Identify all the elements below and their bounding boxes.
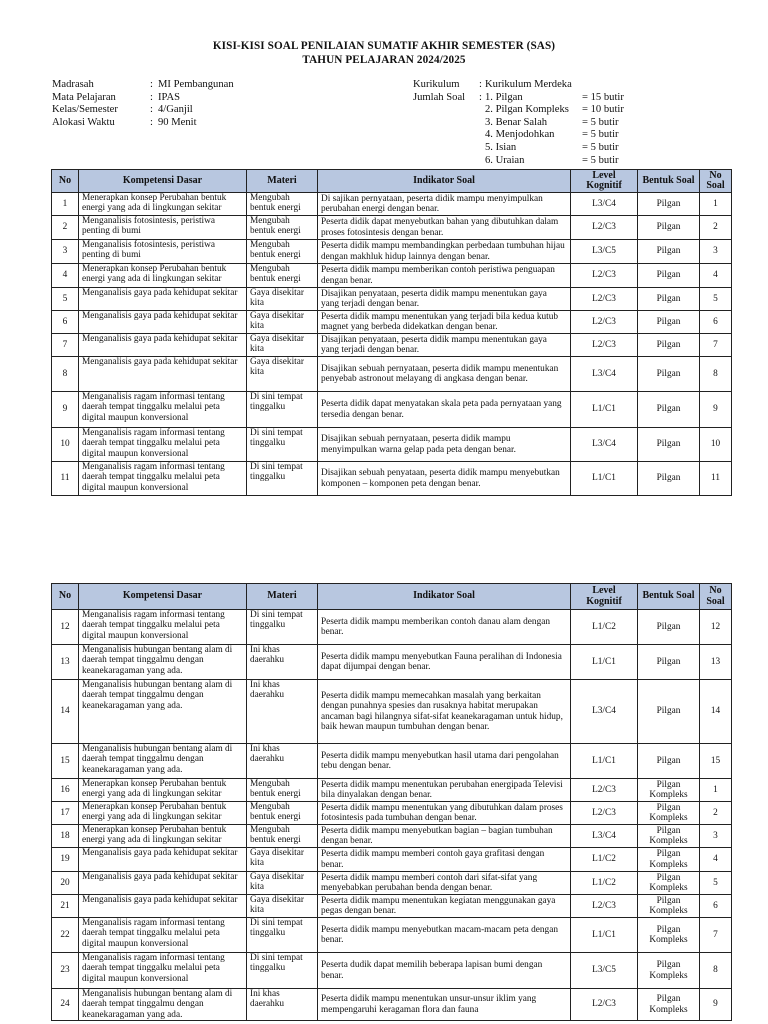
material-cell: Mengubah bentuk energi [247,779,318,802]
question-number-cell: 6 [700,895,732,918]
table-row [52,744,732,779]
question-type-count: = 5 butir [582,154,619,166]
question-number-cell: 7 [700,334,732,357]
question-form-cell: Pilgan [638,744,700,779]
indicator-cell: Peserta didik mampu memberi contoh gaya grafitasi dengan benar. [318,848,571,872]
question-form-cell: Pilgan [638,428,700,462]
material-cell: Ini khas daerahku [247,989,318,1021]
question-form-cell: Pilgan Kompleks [638,918,700,953]
row-number: 23 [52,953,79,989]
competency-cell: Menganalisis hubungan bentang alam di daerah tempat tinggalmu dengan keanekaragaman yang ada. [79,680,247,744]
header-indicator: Indikator Soal [318,170,571,193]
question-number-cell: 3 [700,825,732,848]
row-number: 5 [52,288,79,311]
indicator-cell: Peserta didik mampu menentukan perubahan energipada Televisi bila dinyalakan dengan benar. [318,779,571,802]
curriculum-value: Kurikulum Merdeka [485,79,572,90]
competency-cell: Menganalisis gaya pada kehidupat sekitar [79,872,247,895]
cognitive-level-cell: L3/C4 [571,428,638,462]
question-number-cell: 2 [700,802,732,825]
question-form-cell: Pilgan Kompleks [638,895,700,918]
question-number-cell: 5 [700,872,732,895]
competency-cell: Menganalisis gaya pada kehidupat sekitar [79,848,247,872]
cognitive-level-cell: L3/C5 [571,953,638,989]
table-row [52,428,732,462]
competency-cell: Menganalisis fotosintesis, peristiwa penting di bumi [79,216,247,240]
question-form-cell: Pilgan [638,216,700,240]
question-number-cell: 7 [700,918,732,953]
indicator-cell: Disajikan penyataan, peserta didik mampu menentukan gaya yang terjadi dengan benar. [318,334,571,357]
question-form-cell: Pilgan Kompleks [638,989,700,1021]
cognitive-level-cell: L2/C3 [571,264,638,288]
question-form-cell: Pilgan [638,240,700,264]
question-form-cell: Pilgan Kompleks [638,848,700,872]
blueprint-table-2 [51,583,732,1021]
competency-cell: Menerapkan konsep Perubahan bentuk energi yang ada di lingkungan sekitar [79,193,247,216]
row-number: 3 [52,240,79,264]
indicator-cell: Disajikan sebuah pernyataan, peserta didik mampu menentukan penyebab astronout melayang di angkasa dengan benar. [318,357,571,392]
header-indicator: Indikator Soal [318,584,571,610]
competency-cell: Menganalisis ragam informasi tentang daerah tempat tinggalku melalui peta digital maupun konversional [79,392,247,428]
cognitive-level-cell: L1/C1 [571,645,638,680]
table-row [52,193,732,216]
cognitive-level-cell: L2/C3 [571,989,638,1021]
row-number: 22 [52,918,79,953]
question-number-cell: 3 [700,240,732,264]
indicator-cell: Peserta didik mampu menyebutkan bagian – bagian tumbuhan dengan benar. [318,825,571,848]
header-material: Materi [247,170,318,193]
material-cell: Di sini tempat tinggalku [247,392,318,428]
indicator-cell: Peserta didik mampu menyebutkan hasil utama dari pengolahan tebu dengan benar. [318,744,571,779]
row-number: 1 [52,193,79,216]
cognitive-level-cell: L2/C3 [571,334,638,357]
row-number: 8 [52,357,79,392]
cognitive-level-cell: L3/C4 [571,193,638,216]
question-form-cell: Pilgan Kompleks [638,779,700,802]
subject-value: IPAS [158,91,180,103]
cognitive-level-cell: L2/C3 [571,895,638,918]
question-type: 6. Uraian [485,154,525,166]
question-form-cell: Pilgan Kompleks [638,953,700,989]
cognitive-level-cell: L2/C3 [571,288,638,311]
material-cell: Mengubah bentuk energi [247,216,318,240]
table-row [52,680,732,744]
question-type-count: = 5 butir [582,141,619,153]
material-cell: Gaya disekitar kita [247,288,318,311]
question-number-cell: 9 [700,989,732,1021]
question-form-cell: Pilgan [638,288,700,311]
row-number: 15 [52,744,79,779]
indicator-cell: Peserta didik mampu memecahkan masalah yang berkaitan dengan punahnya spesies dan rusaknya habitat merupakan ancaman bagi hilangnya sifat-sifat keanekaragaman untuk hidup, baik hewan maupun tumbuhan dengan benar. [318,680,571,744]
row-number: 19 [52,848,79,872]
table-row [52,462,732,496]
row-number: 20 [52,872,79,895]
question-type: 1. Pilgan [485,91,523,103]
cognitive-level-cell: L1/C1 [571,918,638,953]
material-cell: Di sini tempat tinggalku [247,610,318,645]
header-material: Materi [247,584,318,610]
question-number-cell: 5 [700,288,732,311]
row-number: 13 [52,645,79,680]
competency-cell: Menganalisis gaya pada kehidupat sekitar [79,334,247,357]
question-form-cell: Pilgan [638,680,700,744]
material-cell: Gaya disekitar kita [247,334,318,357]
header-question-number: No Soal [700,584,732,610]
row-number: 4 [52,264,79,288]
header-no: No [52,170,79,193]
competency-cell: Menganalisis gaya pada kehidupat sekitar [79,288,247,311]
header-cognitive-level: Level Kognitif [571,584,638,610]
indicator-cell: Peserta didik mampu memberikan contoh peristiwa penguapan dengan benar. [318,264,571,288]
question-number-cell: 4 [700,264,732,288]
indicator-cell: Peserta didik mampu menentukan kegiatan menggunakan gaya pegas dengan benar. [318,895,571,918]
question-form-cell: Pilgan Kompleks [638,825,700,848]
header-cognitive-level: Level Kognitif [571,170,638,193]
question-number-cell: 15 [700,744,732,779]
competency-cell: Menganalisis ragam informasi tentang daerah tempat tinggalku melalui peta digital maupun konversional [79,918,247,953]
row-number: 16 [52,779,79,802]
indicator-cell: Disajikan sebuah pernyataan, peserta didik mampu menyimpulkan warna gelap pada peta dengan benar. [318,428,571,462]
material-cell: Mengubah bentuk energi [247,264,318,288]
curriculum-block: Kurikulum : Kurikulum Merdeka Jumlah Soal : 1. Pilgan = 15 butir 2. Pilgan Kompleks = 10 butir 3. Benar Salah = 5 butir 4. Menjodohkan = 5 butir 5. Isian = 5 butir 6. Uraian = 5 butir [413,79,624,166]
indicator-cell: Peserta didik mampu membandingkan perbedaan tumbuhan hijau dengan makhluk hidup lainnya dengan benar. [318,240,571,264]
row-number: 10 [52,428,79,462]
cognitive-level-cell: L3/C4 [571,825,638,848]
question-form-cell: Pilgan [638,645,700,680]
row-number: 2 [52,216,79,240]
question-number-cell: 8 [700,953,732,989]
cognitive-level-cell: L2/C3 [571,802,638,825]
table-row [52,357,732,392]
question-number-cell: 6 [700,311,732,334]
subject-label: Mata Pelajaran [52,91,116,103]
material-cell: Gaya disekitar kita [247,357,318,392]
indicator-cell: Peserta didik mampu menentukan yang terjadi bila kedua kutub magnet yang berbeda didekatkan dengan benar. [318,311,571,334]
material-cell: Di sini tempat tinggalku [247,953,318,989]
competency-cell: Menganalisis ragam informasi tentang daerah tempat tinggalku melalui peta digital maupun konversional [79,953,247,989]
question-type-count: = 5 butir [582,129,619,141]
question-number-cell: 9 [700,392,732,428]
header-question-number: No Soal [700,170,732,193]
indicator-cell: Peserta didik mampu menyebutkan Fauna peralihan di Indonesia dapat dijumpai dengan benar. [318,645,571,680]
curriculum-label: Kurikulum [413,79,460,90]
question-form-cell: Pilgan [638,392,700,428]
competency-cell: Menganalisis ragam informasi tentang daerah tempat tinggalku melalui peta digital maupun konversional [79,462,247,496]
cognitive-level-cell: L1/C2 [571,872,638,895]
table-row [52,848,732,872]
competency-cell: Menganalisis hubungan bentang alam di daerah tempat tinggalmu dengan keanekaragaman yang ada. [79,744,247,779]
competency-cell: Menganalisis hubungan bentang alam di daerah tempat tinggalmu dengan keanekaragaman yang ada. [79,989,247,1021]
table-row [52,334,732,357]
class-semester-value: 4/Ganjil [158,104,193,116]
question-type: 3. Benar Salah [485,116,548,128]
question-count-label: Jumlah Soal [413,91,466,103]
question-type-count: = 15 butir [582,91,624,103]
cognitive-level-cell: L3/C5 [571,240,638,264]
table-row [52,918,732,953]
table-row [52,311,732,334]
competency-cell: Menganalisis ragam informasi tentang daerah tempat tinggalku melalui peta digital maupun konversional [79,610,247,645]
material-cell: Di sini tempat tinggalku [247,918,318,953]
competency-cell: Menganalisis hubungan bentang alam di daerah tempat tinggalmu dengan keanekaragaman yang ada. [79,645,247,680]
row-number: 17 [52,802,79,825]
row-number: 9 [52,392,79,428]
question-form-cell: Pilgan [638,357,700,392]
indicator-cell: Disajikan penyataan, peserta didik mampu menentukan gaya yang terjadi dengan benar. [318,288,571,311]
question-number-cell: 2 [700,216,732,240]
row-number: 11 [52,462,79,496]
question-form-cell: Pilgan [638,462,700,496]
question-number-cell: 1 [700,193,732,216]
question-number-cell: 8 [700,357,732,392]
row-number: 6 [52,311,79,334]
blueprint-table-1 [51,169,732,496]
material-cell: Di sini tempat tinggalku [247,462,318,496]
question-type: 5. Isian [485,141,517,153]
time-allocation-label: Alokasi Waktu [52,116,115,128]
indicator-cell: Peserta didik mampu menentukan yang dibutuhkan dalam proses fotosintesis pada tumbuhan dengan benar. [318,802,571,825]
question-number-cell: 10 [700,428,732,462]
material-cell: Ini khas daerahku [247,645,318,680]
indicator-cell: Di sajikan pernyataan, peserta didik mampu menyimpulkan perubahan energi dengan benar. [318,193,571,216]
material-cell: Ini khas daerahku [247,744,318,779]
madrasah-value: MI Pembangunan [158,79,234,90]
cognitive-level-cell: L3/C4 [571,357,638,392]
question-number-cell: 1 [700,779,732,802]
table-header-row [52,170,732,193]
question-form-cell: Pilgan [638,193,700,216]
cognitive-level-cell: L1/C1 [571,462,638,496]
indicator-cell: Peserta didik mampu menentukan unsur-unsur iklim yang mempengaruhi keragaman flora dan fauna [318,989,571,1021]
table-row [52,825,732,848]
material-cell: Mengubah bentuk energi [247,193,318,216]
table-row [52,240,732,264]
competency-cell: Menganalisis gaya pada kehidupat sekitar [79,895,247,918]
material-cell: Mengubah bentuk energi [247,802,318,825]
header-no: No [52,584,79,610]
table-row [52,392,732,428]
cognitive-level-cell: L1/C2 [571,610,638,645]
competency-cell: Menerapkan konsep Perubahan bentuk energi yang ada di lingkungan sekitar [79,264,247,288]
table-row [52,802,732,825]
competency-cell: Menganalisis gaya pada kehidupat sekitar [79,311,247,334]
competency-cell: Menganalisis fotosintesis, peristiwa penting di bumi [79,240,247,264]
question-type: 2. Pilgan Kompleks [485,104,569,116]
question-form-cell: Pilgan [638,334,700,357]
question-type: 4. Menjodohkan [485,129,555,141]
header-competency: Kompetensi Dasar [79,584,247,610]
cognitive-level-cell: L2/C3 [571,779,638,802]
material-cell: Gaya disekitar kita [247,872,318,895]
row-number: 12 [52,610,79,645]
material-cell: Mengubah bentuk energi [247,825,318,848]
material-cell: Di sini tempat tinggalku [247,428,318,462]
row-number: 24 [52,989,79,1021]
cognitive-level-cell: L3/C4 [571,680,638,744]
competency-cell: Menganalisis gaya pada kehidupat sekitar [79,357,247,392]
header-question-form: Bentuk Soal [638,170,700,193]
competency-cell: Menerapkan konsep Perubahan bentuk energi yang ada di lingkungan sekitar [79,802,247,825]
row-number: 7 [52,334,79,357]
table-row [52,953,732,989]
table-header-row [52,584,732,610]
question-number-cell: 4 [700,848,732,872]
material-cell: Gaya disekitar kita [247,311,318,334]
cognitive-level-cell: L1/C2 [571,848,638,872]
competency-cell: Menganalisis ragam informasi tentang daerah tempat tinggalku melalui peta digital maupun konversional [79,428,247,462]
table-row [52,779,732,802]
table-row [52,989,732,1021]
question-type-count: = 10 butir [582,104,624,116]
indicator-cell: Peserta didik mampu menyebutkan macam-macam peta dengan benar. [318,918,571,953]
material-cell: Gaya disekitar kita [247,848,318,872]
material-cell: Mengubah bentuk energi [247,240,318,264]
table-row [52,895,732,918]
material-cell: Ini khas daerahku [247,680,318,744]
indicator-cell: Peserta didik dapat menyebutkan bahan yang dibutuhkan dalam proses fotosintesis dengan benar. [318,216,571,240]
competency-cell: Menerapkan konsep Perubahan bentuk energi yang ada di lingkungan sekitar [79,825,247,848]
table-row [52,610,732,645]
time-allocation-value: 90 Menit [158,116,197,128]
document-title-line-2: TAHUN PELAJARAN 2024/2025 [302,54,466,66]
question-number-cell: 11 [700,462,732,496]
question-form-cell: Pilgan Kompleks [638,802,700,825]
indicator-cell: Peserta didik dapat menyatakan skala peta pada pernyataan yang tersedia dengan benar. [318,392,571,428]
header-competency: Kompetensi Dasar [79,170,247,193]
material-cell: Gaya disekitar kita [247,895,318,918]
indicator-cell: Peserta didik mampu memberikan contoh danau alam dengan benar. [318,610,571,645]
table-row [52,288,732,311]
table-row [52,645,732,680]
question-number-cell: 14 [700,680,732,744]
row-number: 18 [52,825,79,848]
question-form-cell: Pilgan [638,610,700,645]
row-number: 14 [52,680,79,744]
question-form-cell: Pilgan [638,311,700,334]
indicator-cell: Disajikan sebuah penyataan, peserta didik mampu menyebutkan komponen – komponen peta dengan benar. [318,462,571,496]
question-form-cell: Pilgan [638,264,700,288]
row-number: 21 [52,895,79,918]
madrasah-label: Madrasah [52,79,94,90]
cognitive-level-cell: L1/C1 [571,392,638,428]
question-form-cell: Pilgan Kompleks [638,872,700,895]
question-number-cell: 13 [700,645,732,680]
competency-cell: Menerapkan konsep Perubahan bentuk energi yang ada di lingkungan sekitar [79,779,247,802]
identity-block: Madrasah : MI Pembangunan Mata Pelajaran : IPAS Kelas/Semester : 4/Ganjil Alokasi Waktu : 90 Menit [52,79,234,128]
table-row [52,264,732,288]
class-semester-label: Kelas/Semester [52,104,118,116]
header-question-form: Bentuk Soal [638,584,700,610]
cognitive-level-cell: L2/C3 [571,311,638,334]
question-number-cell: 12 [700,610,732,645]
table-row [52,872,732,895]
table-row [52,216,732,240]
cognitive-level-cell: L2/C3 [571,216,638,240]
cognitive-level-cell: L1/C1 [571,744,638,779]
question-type-count: = 5 butir [582,116,619,128]
indicator-cell: Peserta dudik dapat memilih beberapa lapisan bumi dengan benar. [318,953,571,989]
indicator-cell: Peserta didik mampu memberi contoh dari sifat-sifat yang menyebabkan perubahan benda dengan benar. [318,872,571,895]
document-title-line-1: KISI-KISI SOAL PENILAIAN SUMATIF AKHIR SEMESTER (SAS) [212,40,556,52]
